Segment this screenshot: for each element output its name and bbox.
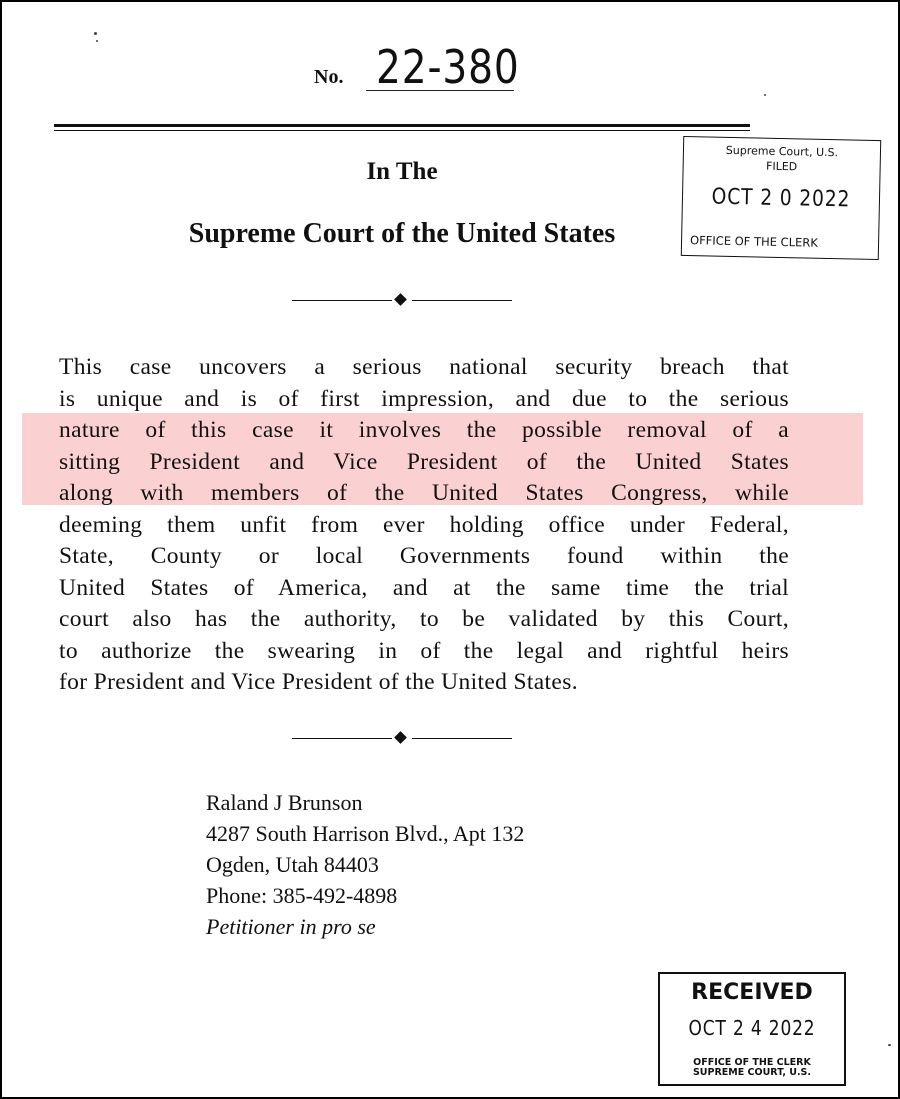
summary-line: This case uncovers a serious national security breach that	[59, 354, 789, 380]
scan-speck	[94, 32, 97, 35]
divider-line	[412, 300, 512, 301]
petitioner-phone: Phone: 385-492-4898	[206, 883, 398, 908]
header-rule-thick	[54, 124, 750, 127]
petitioner-address-block	[206, 787, 524, 942]
received-stamp-title: RECEIVED	[691, 980, 813, 1005]
divider-line	[292, 300, 392, 301]
petitioner-city: Ogden, Utah 84403	[206, 852, 379, 877]
petitioner-street: 4287 South Harrison Blvd., Apt 132	[206, 821, 525, 846]
court-prefix: In The	[366, 158, 438, 185]
filed-stamp-date: OCT 2 0 2022	[711, 184, 851, 213]
divider-diamond	[394, 293, 407, 306]
summary-line: is unique and is of first impression, and due to the serious	[59, 385, 789, 412]
case-summary-paragraph	[59, 352, 789, 699]
filed-stamp-office: OFFICE OF THE CLERK	[689, 233, 818, 250]
summary-line: deeming them unfit from ever holding office under Federal,	[59, 511, 789, 538]
divider-line	[412, 738, 512, 739]
scan-speck	[96, 40, 98, 42]
docket-number-handwritten: 22-380	[376, 40, 520, 94]
received-stamp-date: OCT 2 4 2022	[688, 1016, 816, 1040]
received-stamp-office	[660, 1058, 844, 1078]
received-stamp-office-line2: SUPREME COURT, U.S.	[692, 1067, 812, 1078]
received-stamp	[658, 972, 846, 1086]
section-divider-bottom	[292, 732, 512, 746]
summary-line: nature of this case it involves the possible removal of a	[59, 417, 789, 443]
docket-prefix: No.	[314, 66, 344, 88]
summary-line: to authorize the swearing in of the legal and rightful heirs	[59, 637, 789, 664]
petitioner-role: Petitioner in pro se	[206, 914, 376, 939]
summary-line: court also has the authority, to be validated by this Court,	[59, 606, 789, 632]
petitioner-name: Raland J Brunson	[206, 790, 363, 815]
filed-stamp-label: FILED	[765, 159, 798, 174]
divider-line	[292, 738, 392, 739]
filed-stamp	[681, 136, 881, 260]
received-stamp-office-line1: OFFICE OF THE CLERK	[693, 1057, 811, 1068]
summary-line: for President and Vice President of the United States.	[59, 669, 578, 695]
summary-line: along with members of the United States Congress, while	[59, 480, 789, 506]
summary-line: United States of America, and at the same time the trial	[59, 574, 789, 601]
court-name: Supreme Court of the United States	[188, 218, 616, 249]
summary-line: sitting President and Vice President of the United States	[59, 448, 789, 475]
filed-stamp-court: Supreme Court, U.S.	[725, 143, 839, 160]
summary-line: State, County or local Governments found within the	[59, 543, 789, 569]
scan-speck	[888, 1044, 891, 1046]
divider-diamond	[394, 731, 407, 744]
section-divider-top	[292, 294, 512, 308]
header-rule-thin	[54, 130, 750, 131]
scan-speck	[764, 94, 766, 96]
